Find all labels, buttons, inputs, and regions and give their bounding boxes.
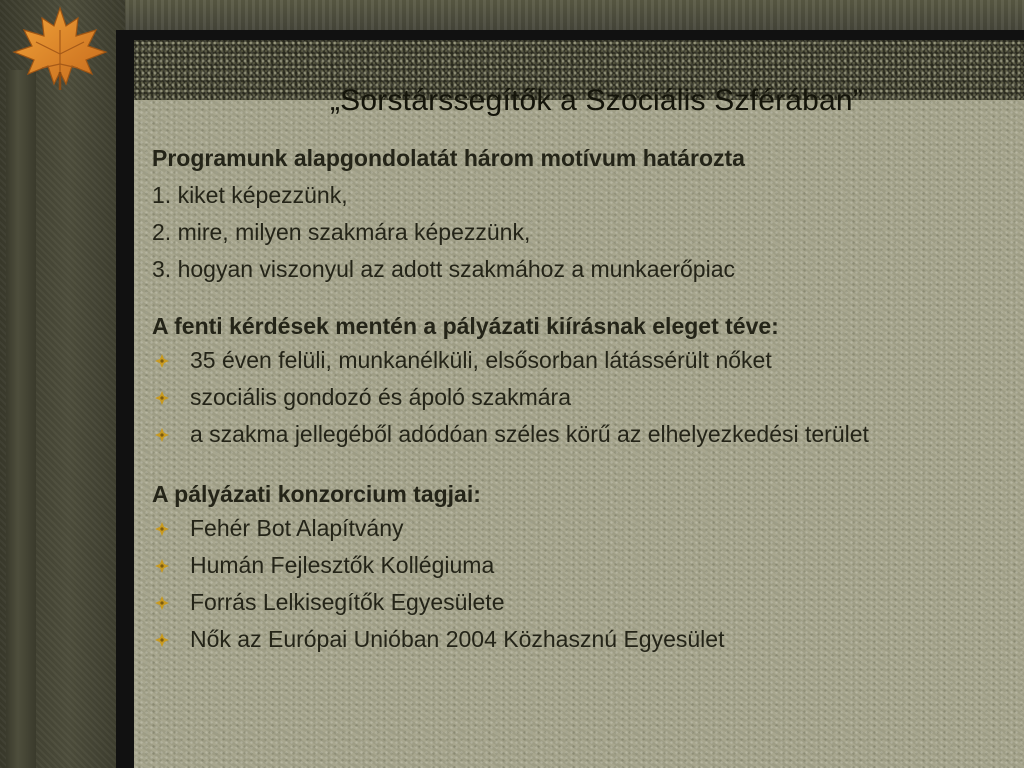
top-edge-shadow [116,30,1024,40]
slide-title: „Sorstárssegítők a Szociális Szférában” [329,84,864,117]
left-edge-shadow [116,30,134,768]
bullet-text: Humán Fejlesztők Kollégiuma [190,552,495,578]
bullet-text: Fehér Bot Alapítvány [190,515,404,541]
bullet-item [152,345,1012,376]
diamond-bullet-icon [154,595,170,611]
diamond-bullet-icon [154,632,170,648]
bullet-text: a szakma jellegéből adódóan széles körű az elhelyezkedési terület [190,421,869,447]
diamond-bullet-icon [154,521,170,537]
bullet-text: 35 éven felüli, munkanélküli, elsősorban látássérült nőket [190,347,772,373]
diamond-bullet-icon [154,390,170,406]
section2-heading: A fenti kérdések mentén a pályázati kiírásnak eleget téve: [152,313,779,339]
slide [134,40,1024,768]
bullet-item [152,419,1012,450]
bullet-text: Nők az Európai Unióban 2004 Közhasznú Egyesület [190,626,725,652]
bullet-text: szociális gondozó és ápoló szakmára [190,384,571,410]
section3-heading: A pályázati konzorcium tagjai: [152,481,481,507]
left-panel [0,0,125,768]
bullet-item [152,550,1012,581]
numbered-item: 1. kiket képezzünk, [152,182,348,208]
numbered-item: 2. mire, milyen szakmára képezzünk, [152,219,531,245]
bullet-item [152,587,1012,618]
section1-heading: Programunk alapgondolatát három motívum határozta [152,145,745,171]
diamond-bullet-icon [154,558,170,574]
bullet-item [152,513,1012,544]
numbered-item: 3. hogyan viszonyul az adott szakmához a munkaerőpiac [152,256,735,282]
diamond-bullet-icon [154,427,170,443]
bullet-item [152,624,1012,655]
left-panel-column [6,70,36,768]
top-strip [0,0,1024,30]
bullet-text: Forrás Lelkisegítők Egyesülete [190,589,505,615]
diamond-bullet-icon [154,353,170,369]
maple-leaf-icon [6,2,114,92]
bullet-item [152,382,1012,413]
slide-content [152,140,1012,661]
